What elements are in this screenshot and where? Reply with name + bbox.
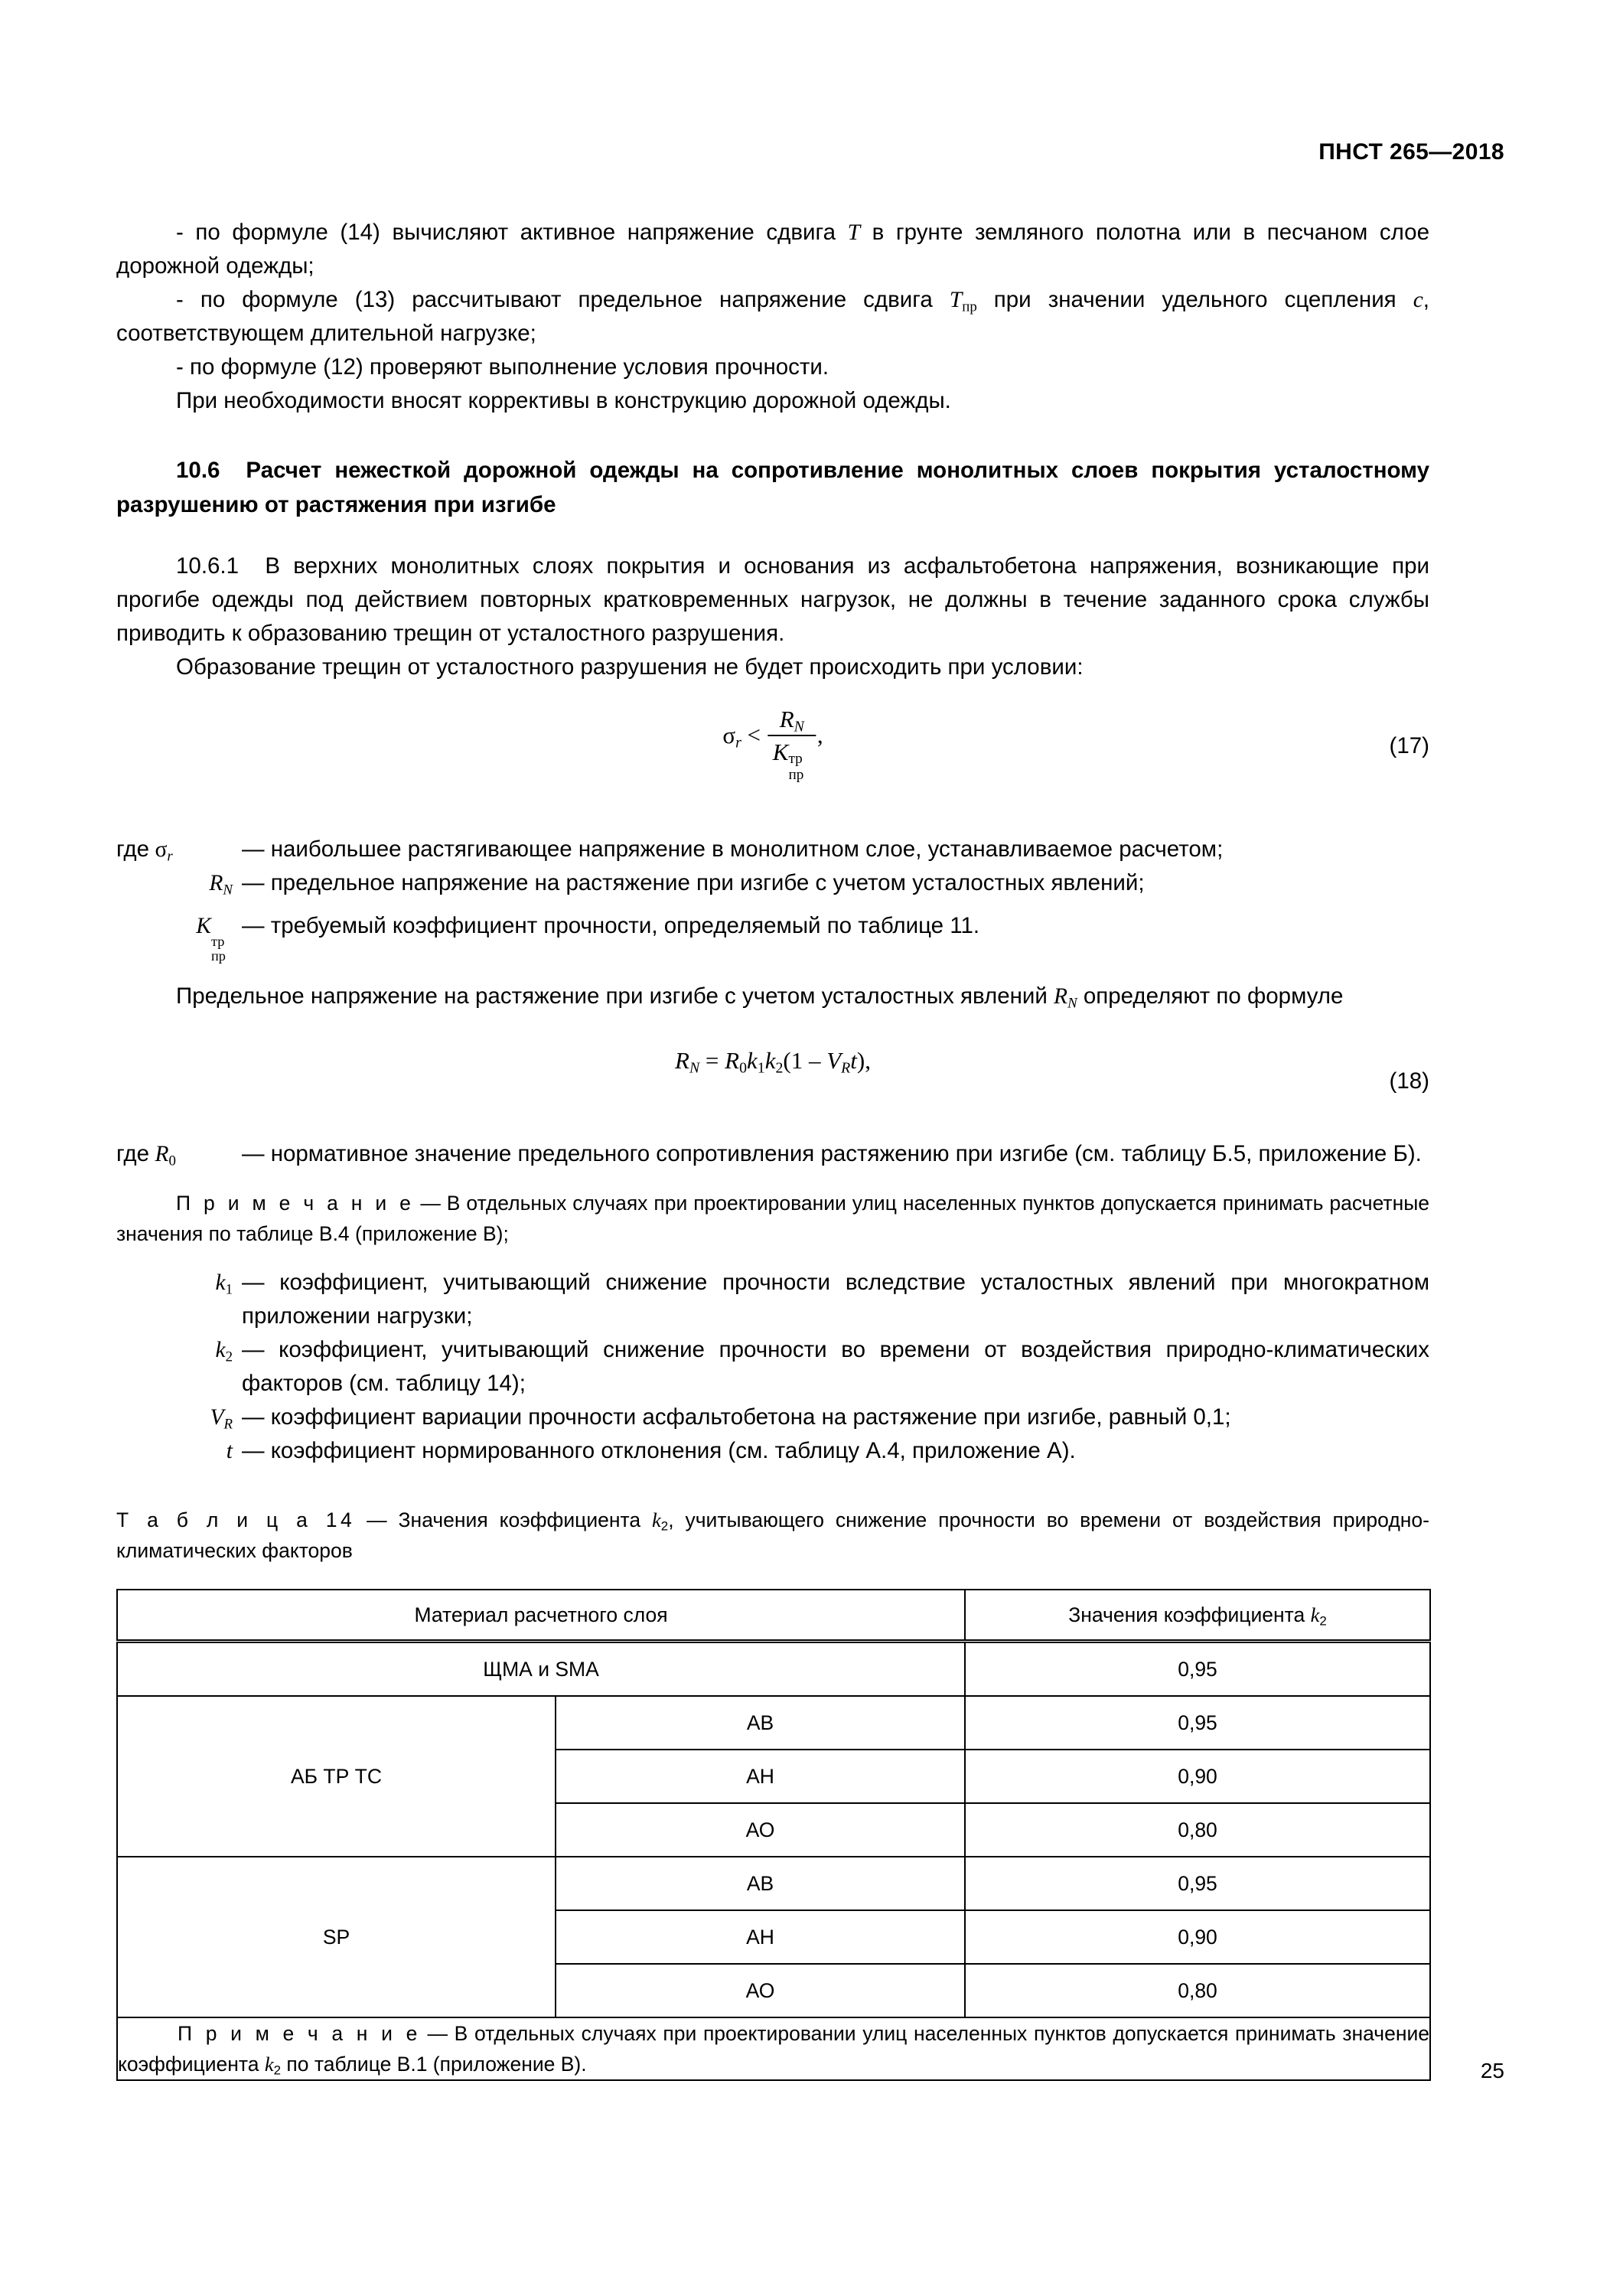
- table-14-cell-value: 0,95: [965, 1857, 1430, 1910]
- definition-RN-text: — предельное напряжение на растяжение при изгибе с учетом усталостных явлений;: [242, 870, 1145, 895]
- definition-sigma-r-text: — наибольшее растягивающее напряжение в монолитном слое, устанавливаемое расчетом;: [242, 837, 1224, 862]
- page-header-standard-number: ПНСТ 265—2018: [1318, 139, 1504, 165]
- table-row: [117, 1642, 1430, 1697]
- table-14-note-cell: [117, 2017, 1430, 2080]
- table-14-cell-group: ЩМА и SMA: [117, 1642, 965, 1697]
- table-14-header-material: Материал расчетного слоя: [117, 1590, 965, 1642]
- lead-18-text-a: Предельное напряжение на растяжение при изгибе с учетом усталостных явлений: [176, 983, 1054, 1009]
- table-14-cell-sub: АО: [556, 1803, 965, 1857]
- table-14-cell-group: АБ ТР ТС: [117, 1696, 556, 1857]
- note-formula-18-label: П р и м е ч а н и е: [176, 1192, 415, 1215]
- table-14-cell-sub: АО: [556, 1964, 965, 2017]
- formula-17-expression: [722, 706, 823, 783]
- table-row: [117, 1857, 1430, 1910]
- bullet-formula-14: [116, 216, 1429, 283]
- note-formula-18-text: — В отдельных случаях при проектировании улиц населенных пунктов допускается принимать расчетные значения по таблице В.4 (приложение В);: [116, 1192, 1429, 1245]
- bullet-13-variable-c: c: [1413, 288, 1423, 312]
- table-14-note-variable: k: [264, 2053, 274, 2076]
- definition-t-text: — коэффициент нормированного отклонения (см. таблицу А.4, приложение А).: [242, 1438, 1076, 1463]
- formula-18-number: (18): [1389, 1068, 1429, 1094]
- table-14-cell-value: 0,95: [965, 1642, 1430, 1697]
- table-14-cell-sub: АВ: [556, 1696, 965, 1750]
- formula-17-comma: ,: [816, 721, 823, 748]
- definition-Kpr-term: K тр пр: [196, 914, 226, 964]
- table-14-note-text: П р и м е ч а н и е — В отдельных случаях при проектировании улиц населенных пунктов допускается принимать значение коэффициента $k_2$ по таблице В.1 (приложение В).: [118, 2022, 1430, 2078]
- definition-t: [116, 1434, 1429, 1468]
- bullet-14-variable-T: T: [847, 220, 861, 245]
- lead-18-text-b: определяют по формуле: [1077, 983, 1344, 1009]
- definitions-formula-17: [116, 833, 1429, 964]
- table-14-cell-sub: АН: [556, 1750, 965, 1803]
- table-14-cell-value: 0,95: [965, 1696, 1430, 1750]
- table-14: [116, 1589, 1431, 2081]
- bullet-formula-13: [116, 283, 1429, 351]
- table-14-note-label: П р и м е ч а н и е: [178, 2022, 421, 2045]
- table-14-note-text-a: — В отдельных случаях при проектировании улиц населенных пунктов допускается принимать значение коэффициента: [118, 2022, 1430, 2076]
- section-heading-10-6: [116, 453, 1429, 522]
- section-heading-number: 10.6: [176, 458, 220, 483]
- definition-k1-text: — коэффициент, учитывающий снижение прочности вследствие усталостных явлений при многократном приложении нагрузки;: [242, 1270, 1429, 1329]
- definition-RN-term: $R_N$: [209, 871, 233, 899]
- table-14-cell-value: 0,90: [965, 1750, 1430, 1803]
- paragraph-condition-lead: Образование трещин от усталостного разрушения не будет происходить при условии:: [176, 654, 1084, 680]
- bullet-13-text-c: , соответствующем длительной нагрузке;: [116, 287, 1429, 346]
- table-14-cell-value: 0,80: [965, 1803, 1430, 1857]
- formula-17-numerator: $R_N$: [779, 706, 804, 735]
- formula-17-denominator: K тр пр: [768, 735, 816, 766]
- definition-VR: [116, 1401, 1429, 1434]
- definition-k2-term: $k_2$: [215, 1338, 233, 1365]
- table-14-caption: Т а б л и ц а 14 — Значения коэффициента $k_2$, учитывающего снижение прочности во времени от воздействия природно-климатических факторов: [116, 1508, 1429, 1562]
- bullet-formula-12: - по формуле (12) проверяют выполнение условия прочности.: [176, 354, 829, 380]
- table-14-cell-sub: АН: [556, 1910, 965, 1964]
- bullet-14-text-b: в грунте земляного полотна или в песчаном слое дорожной одежды;: [116, 220, 1429, 279]
- table-14-header-row: [117, 1590, 1430, 1642]
- definition-k2-text: — коэффициент, учитывающий снижение прочности во времени от воздействия природно-климатических факторов (см. таблицу 14);: [242, 1337, 1429, 1396]
- formula-17-number: (17): [1389, 733, 1429, 758]
- formula-17-relation: <: [747, 721, 761, 748]
- table-14-caption-text-b: , учитывающего снижение прочности во времени от воздействия природно-климатических факторов: [116, 1508, 1429, 1562]
- lead-18-variable-RN: $R_N$: [1054, 984, 1077, 1012]
- definition-R0: [116, 1137, 1429, 1171]
- formula-18-expression: $R_N = R_0k_1k_2(1 - V_Rt)$,: [675, 1047, 871, 1077]
- table-14-caption-text-a: Значения коэффициента: [398, 1508, 653, 1531]
- definition-R0-text: — нормативное значение предельного сопротивления растяжению при изгибе (см. таблицу Б.5, приложение Б).: [242, 1141, 1422, 1166]
- table-row: [117, 1696, 1430, 1750]
- definition-sigma-r: [116, 833, 1429, 866]
- paragraph-corrections: При необходимости вносят коррективы в конструкцию дорожной одежды.: [176, 388, 951, 413]
- clause-number: 10.6.1: [176, 553, 240, 579]
- definition-t-term: t: [226, 1439, 233, 1463]
- table-14-caption-label: Т а б л и ц а 14: [116, 1508, 356, 1531]
- table-14-cell-value: 0,80: [965, 1964, 1430, 2017]
- definition-RN: [116, 866, 1429, 900]
- formula-17-row: [116, 707, 1429, 805]
- formula-17-sigma: $\sigma_r$: [722, 721, 741, 752]
- bullet-13-text-a: - по формуле (13) рассчитывают предельное напряжение сдвига: [176, 287, 950, 312]
- definition-Kpr-text: — требуемый коэффициент прочности, определяемый по таблице 11.: [242, 913, 980, 938]
- note-formula-18: [116, 1188, 1429, 1249]
- table-14-cell-sub: АВ: [556, 1857, 965, 1910]
- page-content: [116, 216, 1429, 2081]
- section-heading-title: Расчет нежесткой дорожной одежды на сопротивление монолитных слоев покрытия усталостному разрушению от растяжения при изгибе: [116, 458, 1429, 517]
- paragraph-lead-formula-18: [116, 980, 1429, 1013]
- table-14-note-row: [117, 2017, 1430, 2080]
- formula-18-row: [116, 1036, 1429, 1120]
- table-14-cell-value: 0,90: [965, 1910, 1430, 1964]
- bullet-14-text-a: - по формуле (14) вычисляют активное напряжение сдвига: [176, 220, 848, 245]
- definitions-formula-18: [116, 1137, 1429, 1468]
- formula-18-equals: =: [705, 1047, 719, 1074]
- definition-VR-text: — коэффициент вариации прочности асфальтобетона на растяжение при изгибе, равный 0,1;: [242, 1404, 1231, 1430]
- clause-10-6-1: [116, 550, 1429, 651]
- table-14-cell-group: SP: [117, 1857, 556, 2017]
- definition-k1: [116, 1266, 1429, 1333]
- table-14-caption-variable: k: [652, 1508, 661, 1531]
- table-14-header-value: Значения коэффициента $k_2$: [965, 1590, 1430, 1642]
- definition-R0-term: где $R_0$: [116, 1141, 176, 1169]
- definition-k2: [116, 1333, 1429, 1401]
- definition-VR-term: $V_R$: [210, 1405, 233, 1433]
- page-number: 25: [1480, 2059, 1504, 2082]
- definition-gde-label: где $\sigma_r$: [116, 837, 173, 865]
- clause-text: В верхних монолитных слоях покрытия и основания из асфальтобетона напряжения, возникающие при прогибе одежды под действием повторных кратковременных нагрузок, не должны в течение заданного срока службы приводить к образованию трещин от усталостного разрушения.: [116, 553, 1429, 646]
- definition-k1-term: $k_1$: [215, 1270, 233, 1298]
- bullet-13-variable-Tpr: $T_{пр}$: [949, 288, 977, 315]
- table-14-note-text-b: по таблице В.1 (приложение В).: [281, 2053, 587, 2076]
- definition-Kpr: [116, 909, 1429, 964]
- bullet-13-text-b: при значении удельного сцепления: [976, 287, 1413, 312]
- formula-17-fraction: [768, 706, 816, 783]
